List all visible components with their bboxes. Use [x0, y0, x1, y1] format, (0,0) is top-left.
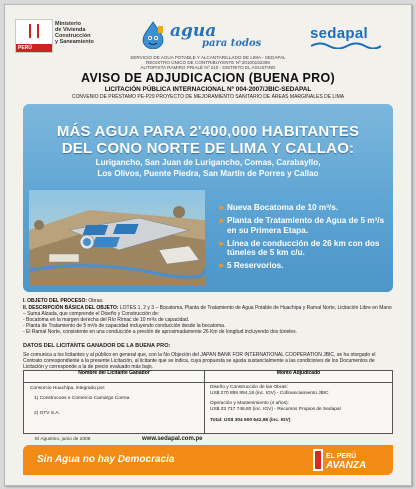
licitacion-number: LICITACIÓN PÚBLICA INTERNACIONAL Nº 004-2007/JBIC-SEDAPAL — [104, 86, 312, 93]
descripcion-label: II. DESCRIPCIÓN BÁSICA DEL OBJETO: — [23, 305, 119, 311]
notice-title: AVISO DE ADJUDICACION (BUENA PRO) — [81, 71, 335, 85]
project-bullets — [218, 203, 388, 275]
sedapal-logo: sedapal — [310, 25, 368, 42]
descripcion-item: - El Ramal Norte, consistente en una conducción a presión de aproximadamente 26 Km de longitud incluyendo dos túneles. — [23, 329, 298, 335]
monto-line: Diseño y Construcción de las Obras: — [210, 385, 288, 390]
monto-line: US$ 270 888 894,18 (inc. IGV) - Cofinanciamiento JBIC — [210, 391, 329, 396]
peru-avanza-line: AVANZA — [326, 460, 367, 471]
objeto-label: I. OBJETO DEL PROCESO: — [23, 298, 87, 304]
headline-line: MÁS AGUA PARA 2'400,000 HABITANTES — [56, 123, 360, 140]
peru-shield-icon — [16, 20, 52, 44]
water-drop-mascot-icon — [140, 21, 166, 49]
orange-arrow-icon: ► — [218, 216, 226, 226]
address-line: AUTOPISTA RAMIRO PRIALÉ Nº 210 - DISTRITO EL AGUSTINO — [140, 65, 276, 70]
header — [5, 5, 411, 55]
orange-arrow-icon: ► — [218, 203, 226, 212]
ganador-heading: DATOS DEL LICITANTE GANADOR DE LA BUENA PRO: — [23, 343, 171, 349]
peru-government-logo — [15, 19, 53, 53]
ministry-name — [55, 21, 125, 45]
bullet-item — [218, 261, 388, 270]
bullet-text: Nueva Bocatoma de 10 m³/s. — [227, 203, 339, 212]
bullet-item — [218, 203, 388, 212]
place-date: El Agustino, junio de 2008 — [35, 437, 91, 442]
headline-line: DEL CONO NORTE DE LIMA Y CALLAO: — [61, 140, 355, 157]
objeto-section — [23, 298, 393, 304]
convenio-text: CONVENIO DE PRÉSTAMO PE-P29 PROYECTO DE MEJORAMIENTO SANITARIO DE ÁREAS MARGINALES DE LIMA — [71, 94, 345, 100]
banner-headline — [23, 123, 393, 157]
program-subtitle: para todos — [202, 38, 262, 49]
district-list — [23, 157, 393, 179]
col-header-licitante: Nombre del Licitante Ganador — [24, 371, 204, 383]
ministry-line: Ministerio — [55, 21, 81, 27]
monto-line: US$ 33 717 748,80 (inc. IGV) - Recursos Propios de Sedapal — [210, 407, 341, 412]
address-line: REGISTRO ÚNICO DE CONTRIBUYENTE Nº 20100152356 — [146, 60, 270, 65]
project-banner — [23, 104, 393, 292]
address-line: SERVICIO DE AGUA POTABLE Y ALCANTARILLADO DE LIMA - SEDAPAL — [130, 55, 286, 60]
program-title: agua — [170, 21, 217, 41]
monto-total: Total: US$ 304 600 642,98 (inc. IGV) — [210, 418, 291, 423]
district-line: Lurigancho, San Juan de Lurigancho, Comas, Carabayllo, — [95, 158, 321, 167]
bullet-text: 5 Reservorios. — [227, 261, 284, 271]
slogan-bar — [23, 445, 393, 475]
bullet-text: Planta de Tratamiento de Agua de 5 m³/s en su Primera Etapa. — [227, 216, 385, 235]
descripcion-item: - Bocatoma en la margen derecha del Río Rímac de 10 m³/s de capacidad. — [23, 317, 190, 323]
descripcion-text: LOTES 1, 2 y 3 – Bocatoma, Planta de Tratamiento de Agua Potable de Huachipa y Ramal Norte, Licitación Libre en Mano – Suma Alzada, que comprende el Diseño y Construcción de: — [23, 305, 392, 317]
award-table — [23, 370, 393, 434]
ministry-line: y Saneamiento — [55, 39, 94, 45]
descripcion-section — [23, 305, 393, 335]
website-link[interactable]: www.sedapal.com.pe — [142, 436, 203, 442]
bullet-item — [218, 216, 388, 235]
objeto-value: Obras. — [88, 298, 104, 304]
peru-label: PERÚ — [18, 45, 32, 51]
descripcion-item: - Planta de Tratamiento de 5 m³/s de capacidad incluyendo conducción desde la bocatoma. — [23, 323, 226, 329]
bullet-item — [218, 239, 388, 258]
winner-line: 2) OTV S.A. — [34, 411, 60, 416]
winner-line: 1) Construcoes e Comercio Camargo Correa — [34, 396, 130, 401]
slogan-text: Sin Agua no hay Democracia — [37, 454, 175, 465]
monto-line: Operación y Mantenimiento (4 años): — [210, 401, 289, 406]
table-divider — [204, 371, 205, 433]
treatment-plant-aerial-image — [29, 190, 205, 286]
agua-para-todos-logo — [140, 19, 270, 53]
ministry-line: Construcción — [55, 33, 91, 39]
winner-line: Consorcio Huachipa, integrado por: — [30, 386, 106, 391]
bullet-text: Línea de conducción de 26 km con dos túneles de 5 km c/u. — [227, 238, 380, 258]
newspaper-ad-page — [4, 4, 412, 486]
peru-avanza-logo — [313, 449, 389, 471]
orange-arrow-icon: ► — [218, 261, 226, 271]
orange-arrow-icon: ► — [218, 238, 226, 248]
sedapal-wave-icon — [311, 41, 381, 49]
peru-avanza-line: EL PERÚ — [326, 453, 357, 460]
ganador-text: Se comunica a los licitantes y al público en general que, con la No Objeción del JAPAN BANK FOR INTERNATIONAL COOPERATION JBIC, se ha otorgado el Contrato correspondiente a la presente Licitación, al licitante que se indica, cuya propuesta se ajusta sustancialmente a las condiciones de los Documentos de Licitación y corresponde a la de precio evaluado más bajo. — [23, 352, 376, 370]
col-header-monto: Monto Adjudicado — [205, 371, 392, 383]
ministry-line: de Vivienda — [55, 27, 86, 33]
district-line: Los Olivos, Puente Piedra, San Martín de Porres y Callao — [97, 169, 319, 178]
